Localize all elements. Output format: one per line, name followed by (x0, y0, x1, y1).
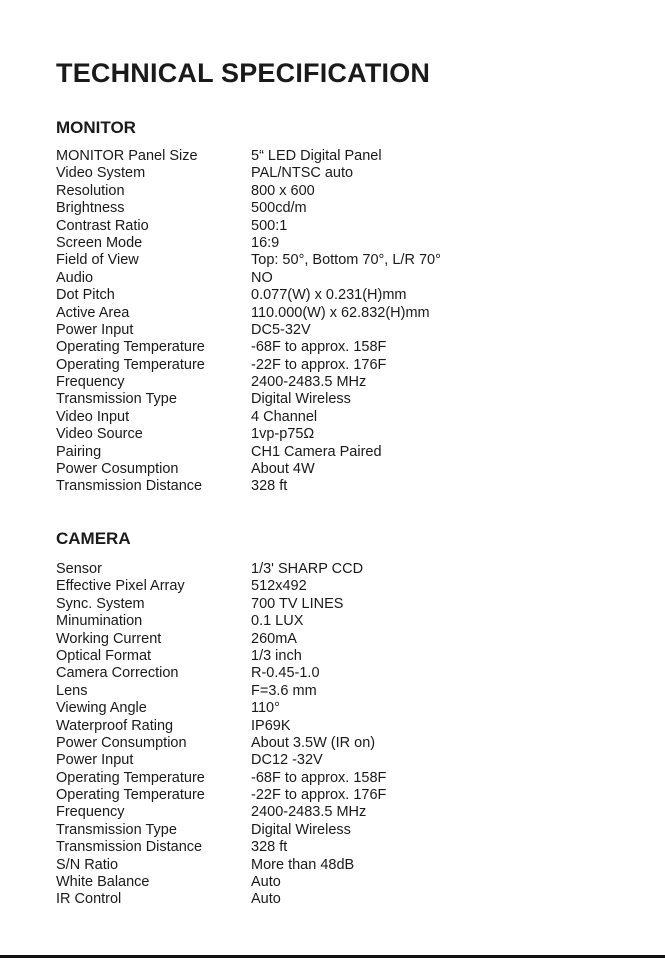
spec-value: -22F to approx. 176F (251, 356, 387, 373)
spec-value: 1vp-p75Ω (251, 426, 315, 443)
spec-row (56, 391, 616, 408)
spec-label: Dot Pitch (56, 287, 115, 304)
spec-row (56, 718, 616, 735)
spec-value: -22F to approx. 176F (251, 787, 387, 804)
spec-label: Contrast Ratio (56, 217, 149, 234)
spec-label: Brightness (56, 200, 125, 217)
spec-value: 2400-2483.5 MHz (251, 804, 367, 821)
spec-row (56, 561, 616, 578)
spec-value: DC5-32V (251, 321, 311, 338)
spec-label: Transmission Type (56, 821, 177, 838)
camera-section-title: CAMERA (56, 529, 131, 548)
spec-value: 0.1 LUX (251, 613, 304, 630)
spec-row (56, 631, 616, 648)
spec-value: 1/3' SHARP CCD (251, 561, 364, 577)
spec-value: About 3.5W (IR on) (251, 734, 376, 751)
spec-label: Video Source (56, 426, 143, 443)
spec-value: Auto (251, 874, 281, 891)
spec-label: Pairing (56, 443, 102, 460)
spec-row (56, 200, 616, 217)
spec-value: Auto (251, 891, 281, 908)
spec-value: 5“ LED Digital Panel (251, 148, 382, 164)
spec-row (56, 683, 616, 700)
spec-value: About 4W (251, 461, 315, 478)
spec-row (56, 804, 616, 821)
spec-label: Transmission Distance (56, 478, 203, 495)
spec-row (56, 409, 616, 426)
spec-label: Frequency (56, 374, 125, 391)
spec-label: Optical Format (56, 647, 152, 664)
spec-label: Power Consumption (56, 734, 187, 751)
spec-value: 700 TV LINES (251, 595, 344, 612)
spec-label: IR Control (56, 891, 122, 908)
spec-label: Minumination (56, 613, 143, 630)
spec-value: 2400-2483.5 MHz (251, 374, 367, 391)
spec-row (56, 165, 616, 182)
spec-row (56, 770, 616, 787)
spec-value: IP69K (251, 717, 291, 734)
spec-value: 1/3 inch (251, 647, 302, 664)
spec-row (56, 339, 616, 356)
spec-row (56, 322, 616, 339)
page-title: TECHNICAL SPECIFICATION (56, 58, 431, 88)
spec-value: 328 ft (251, 478, 288, 495)
spec-row (56, 426, 616, 443)
spec-label: Operating Temperature (56, 787, 205, 804)
spec-label: Frequency (56, 804, 125, 821)
spec-row (56, 287, 616, 304)
spec-row (56, 874, 616, 891)
spec-value: 328 ft (251, 839, 288, 856)
spec-label: Operating Temperature (56, 769, 205, 786)
spec-value: Top: 50°, Bottom 70°, L/R 70° (251, 252, 441, 269)
spec-row (56, 218, 616, 235)
spec-row (56, 252, 616, 269)
spec-label: Sensor (56, 561, 102, 577)
spec-row (56, 148, 616, 165)
spec-label: Power Input (56, 752, 134, 769)
spec-value: 800 x 600 (251, 182, 315, 199)
spec-label: Transmission Distance (56, 839, 203, 856)
spec-label: Screen Mode (56, 234, 143, 251)
spec-row (56, 839, 616, 856)
spec-value: 512x492 (251, 578, 307, 595)
spec-row (56, 665, 616, 682)
spec-value: 500cd/m (251, 200, 307, 217)
spec-label: Working Current (56, 630, 162, 647)
spec-label: Lens (56, 682, 88, 699)
monitor-spec-list (56, 148, 616, 496)
spec-label: Viewing Angle (56, 700, 147, 717)
spec-label: Waterproof Rating (56, 717, 174, 734)
spec-row (56, 478, 616, 495)
spec-row (56, 613, 616, 630)
spec-label: Transmission Type (56, 391, 177, 408)
spec-value: 500:1 (251, 217, 288, 234)
spec-row (56, 891, 616, 908)
spec-row (56, 578, 616, 595)
spec-value: PAL/NTSC auto (251, 165, 354, 182)
spec-row (56, 735, 616, 752)
spec-label: Audio (56, 269, 94, 286)
spec-label: Sync. System (56, 595, 145, 612)
spec-value: 4 Channel (251, 408, 318, 425)
spec-label: Power Input (56, 321, 134, 338)
spec-value: 16:9 (251, 234, 280, 251)
spec-value: 260mA (251, 630, 297, 647)
monitor-section-title: MONITOR (56, 118, 136, 137)
spec-row (56, 444, 616, 461)
spec-row (56, 305, 616, 322)
spec-label: Operating Temperature (56, 339, 205, 356)
spec-row (56, 183, 616, 200)
spec-label: Operating Temperature (56, 356, 205, 373)
spec-row (56, 357, 616, 374)
spec-label: Camera Correction (56, 665, 179, 682)
spec-value: -68F to approx. 158F (251, 769, 387, 786)
spec-value: CH1 Camera Paired (251, 443, 382, 460)
spec-value: 110° (251, 700, 280, 717)
spec-label: Power Cosumption (56, 461, 179, 478)
spec-label: S/N Ratio (56, 856, 119, 873)
spec-row (56, 374, 616, 391)
spec-row (56, 235, 616, 252)
spec-row (56, 461, 616, 478)
spec-value: F=3.6 mm (251, 682, 317, 699)
spec-label: White Balance (56, 874, 150, 891)
spec-row (56, 822, 616, 839)
spec-row (56, 857, 616, 874)
spec-value: DC12 -32V (251, 752, 323, 769)
spec-row (56, 270, 616, 287)
spec-label: Field of View (56, 252, 139, 269)
spec-value: Digital Wireless (251, 821, 351, 838)
spec-value: Digital Wireless (251, 391, 351, 408)
spec-label: Active Area (56, 304, 130, 321)
spec-value: -68F to approx. 158F (251, 339, 387, 356)
spec-label: Resolution (56, 182, 125, 199)
spec-row (56, 787, 616, 804)
camera-spec-list (56, 561, 616, 909)
spec-row (56, 596, 616, 613)
spec-value: 110.000(W) x 62.832(H)mm (251, 304, 430, 321)
spec-row (56, 752, 616, 769)
spec-label: MONITOR Panel Size (56, 148, 198, 164)
spec-value: 0.077(W) x 0.231(H)mm (251, 287, 407, 304)
spec-label: Video System (56, 165, 146, 182)
spec-value: R-0.45-1.0 (251, 665, 320, 682)
spec-value: NO (251, 269, 273, 286)
spec-row (56, 648, 616, 665)
spec-label: Effective Pixel Array (56, 578, 185, 595)
spec-row (56, 700, 616, 717)
spec-label: Video Input (56, 408, 130, 425)
spec-value: More than 48dB (251, 856, 355, 873)
